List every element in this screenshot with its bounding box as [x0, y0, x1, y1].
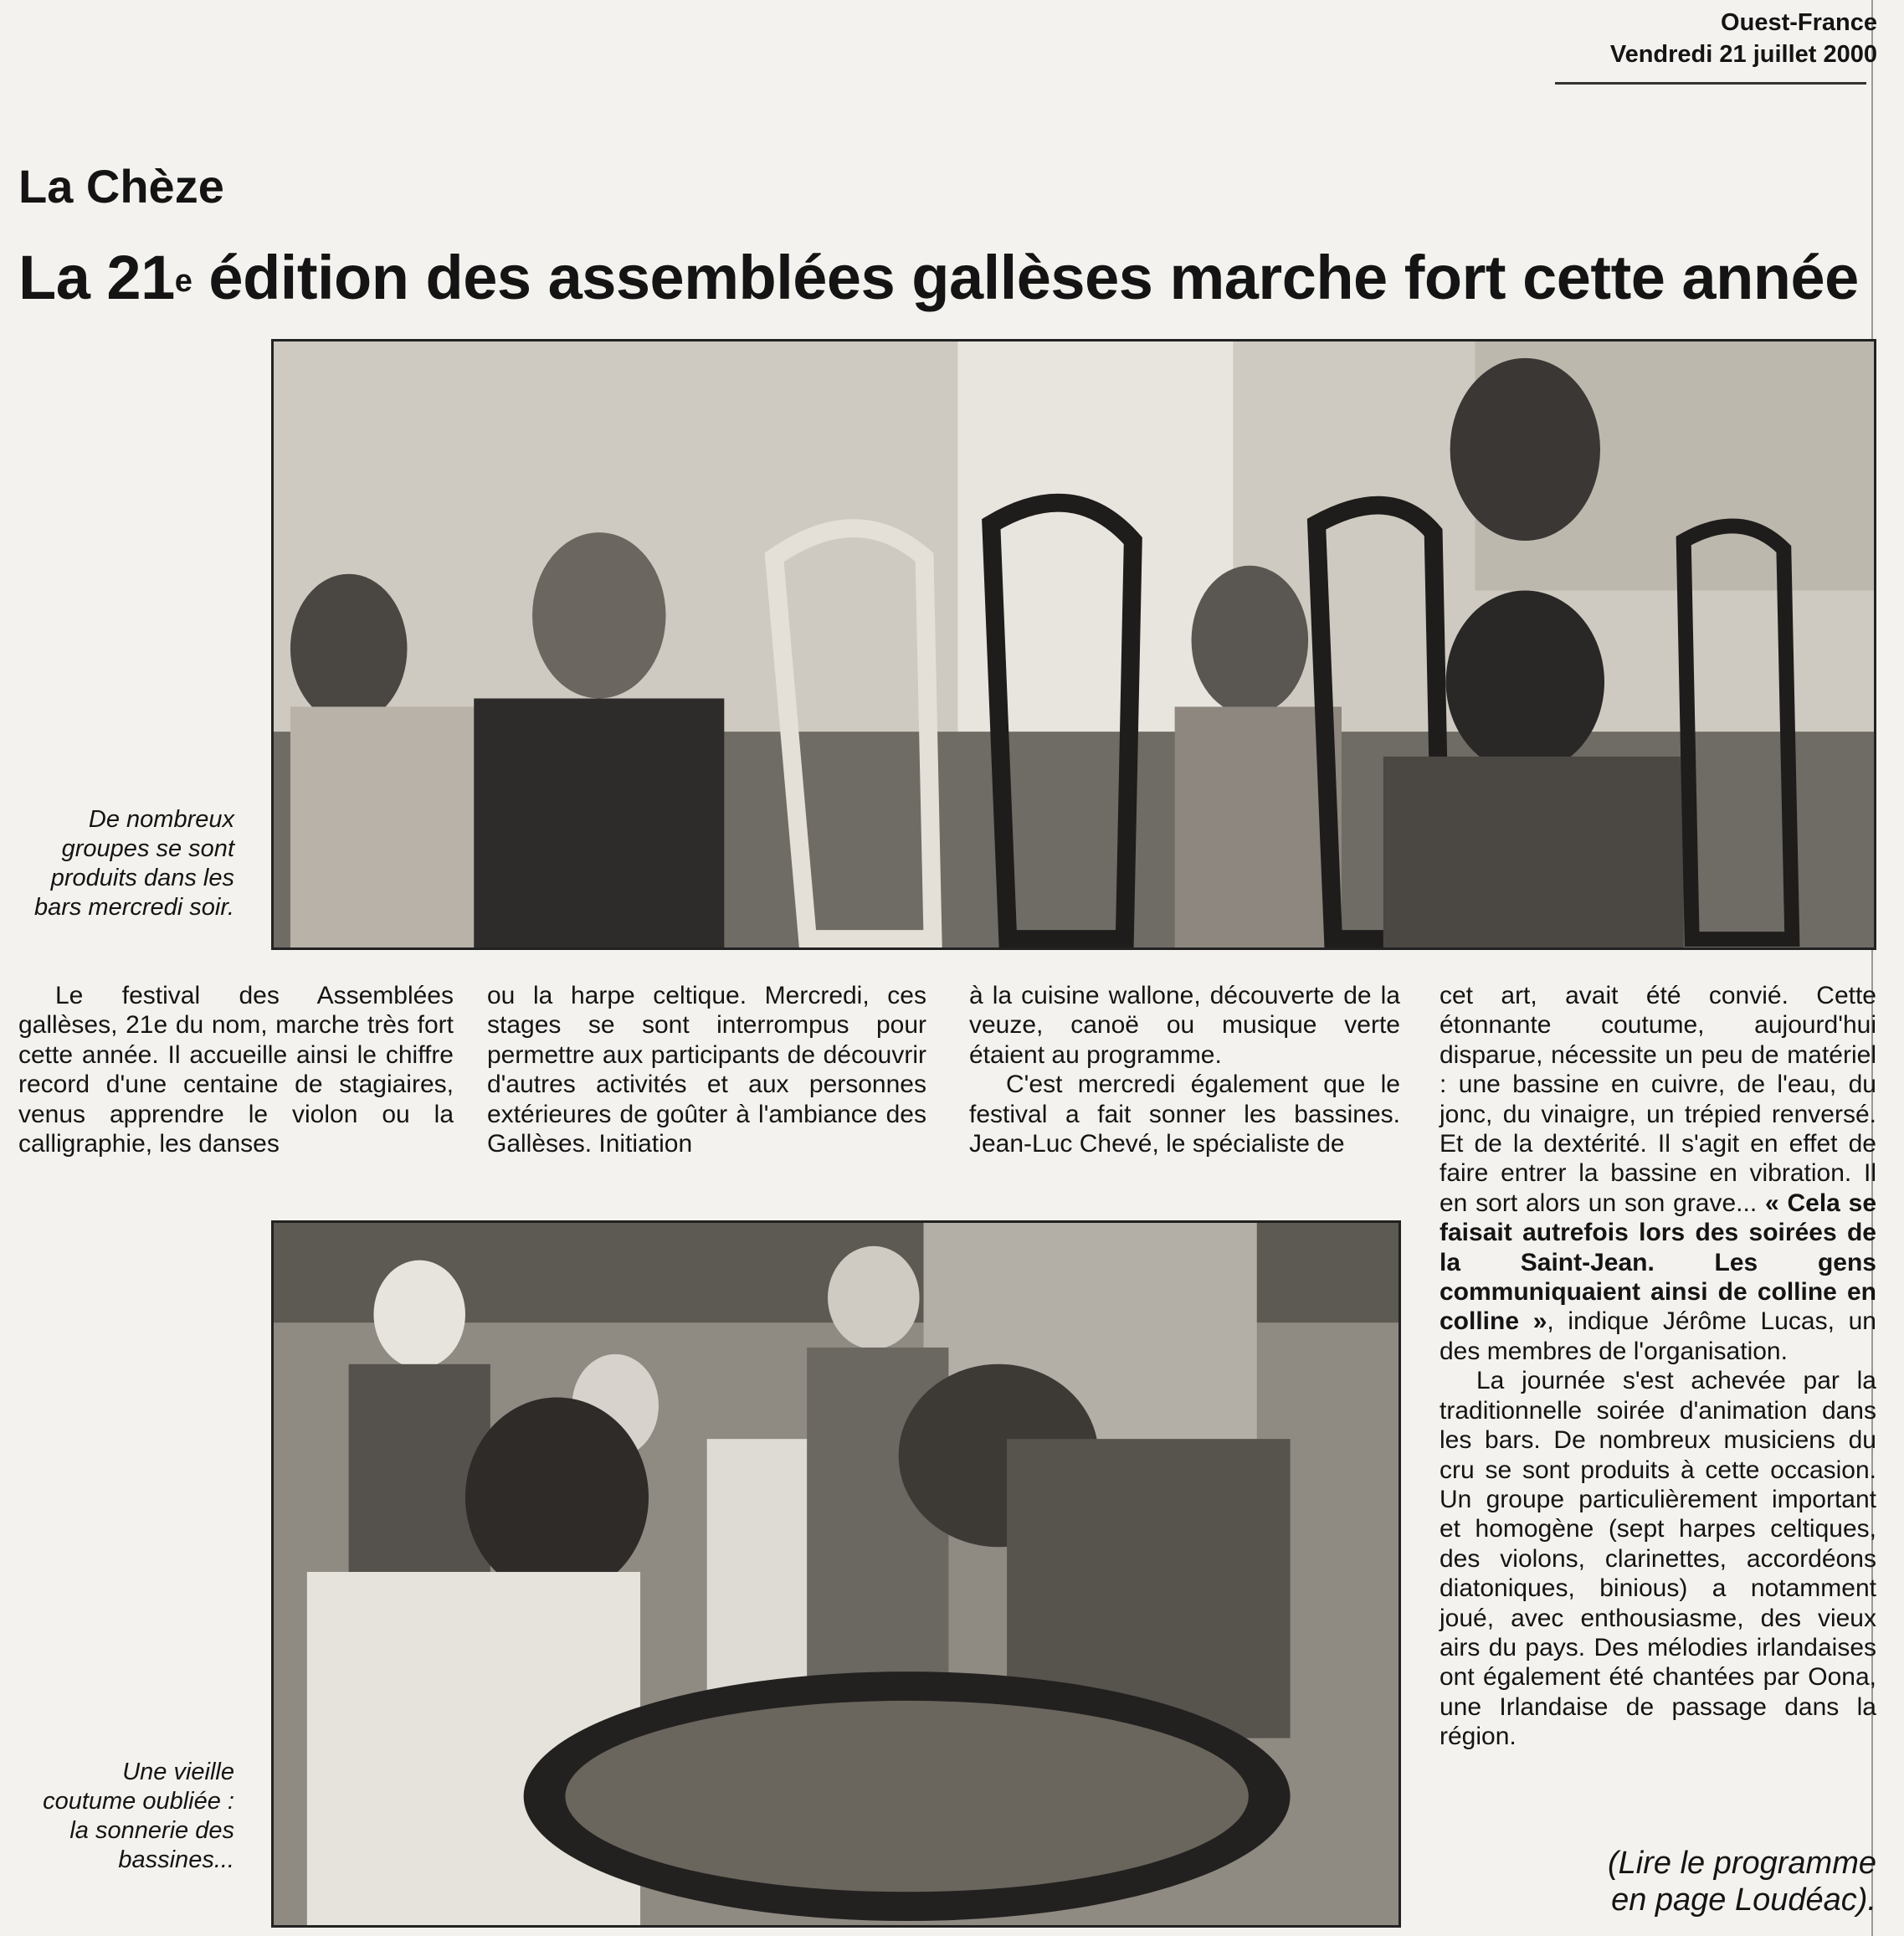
photo-bassine-ringing-image [274, 1223, 1398, 1925]
section-kicker: La Chèze [18, 160, 224, 213]
column-1-paragraph: Le festival des Assemblées gallèses, 21e du nom, marche très fort cette année. Il accueille ainsi le chiffre record d'une centaine de stagiaires, venus apprendre le violon ou la calligraphie, les danses [18, 982, 454, 1158]
column-2-paragraph: ou la harpe celtique. Mercredi, ces stages se sont interrompus pour permettre aux participants de découvrir d'autres activités et aux personnes extérieures de goûter à l'ambiance des Gallèses. Initiation [487, 982, 926, 1158]
newspaper-name: Ouest-France [1721, 9, 1877, 36]
column-4-paragraph-2: La journée s'est achevée par la traditionnelle soirée d'animation dans les bars. De nombreux musiciens du cru se sont produits à cette occasion. Un groupe particulièrement important et homogène (sept harpes celtiques, des violons, clarinettes, accordéons diatoniques, binious) a notamment joué, avec enthousiasme, des vieux airs du pays. Des mélodies irlandaises ont également été chantées par Oona, une Irlandaise de passage dans la région. [1440, 1367, 1876, 1751]
column-4-paragraph-1 [1440, 981, 1876, 1366]
publication-date: Vendredi 21 juillet 2000 [1609, 41, 1877, 68]
article-column-2 [487, 981, 926, 1158]
program-reference [1608, 1845, 1876, 1918]
column-3-paragraph-2: C'est mercredi également que le festival a fait sonner les bassines. Jean-Luc Chevé, le spécialiste de [969, 1071, 1400, 1158]
photo-harp-players [271, 339, 1876, 950]
masthead-rule [1555, 82, 1866, 85]
program-reference-line-2: en page Loudéac). [1611, 1882, 1876, 1918]
article-column-1 [18, 981, 454, 1158]
masthead [1610, 7, 1877, 70]
article-column-3 [969, 981, 1400, 1158]
photo-harp-players-image [274, 341, 1874, 947]
article-column-4 [1440, 981, 1876, 1752]
program-reference-line-1: (Lire le programme [1608, 1846, 1876, 1881]
quote-bold: « Cela se faisait autrefois lors des soirées de la Saint-Jean. Les gens communiquaient ainsi de colline en colline » [1440, 1189, 1877, 1336]
column-3-paragraph-1: à la cuisine wallone, découverte de la veuze, canoë ou musique verte étaient au programme. [969, 982, 1400, 1069]
column-4-text-b: , indique Jérôme Lucas, un des membres de l'organisation. [1440, 1307, 1876, 1365]
headline [18, 243, 1859, 313]
caption-photo-1: De nombreux groupes se sont produits dans les bars mercredi soir. [33, 806, 234, 921]
caption-photo-2: Une vieille coutume oubliée : la sonnerie des bassines... [43, 1759, 234, 1873]
headline-part-1: La 21 [18, 243, 175, 312]
headline-part-2: édition des assemblées gallèses marche fort cette année [192, 243, 1859, 312]
column-4-text-a: cet art, avait été convié. Cette étonnante coutume, aujourd'hui disparue, nécessite un peu de matériel : une bassine en cuivre, de l'eau, du jonc, du vinaigre, un trépied renversé. Et de la dextérité. Il s'agit en effet de faire entrer la bassine en vibration. Il en sort alors un son grave... [1440, 982, 1876, 1217]
headline-superscript: e [174, 264, 192, 299]
photo-bassine-ringing [271, 1220, 1401, 1928]
